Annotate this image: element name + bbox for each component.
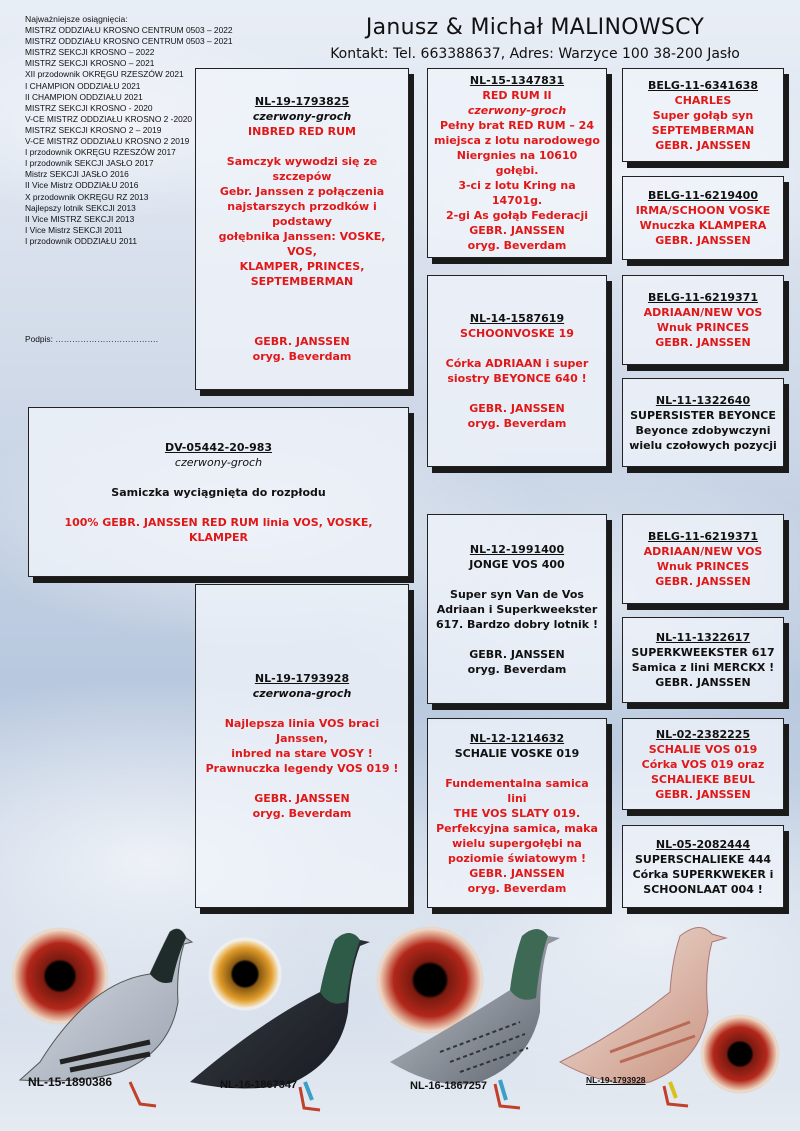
breeder-label: GEBR. JANSSEN <box>655 676 751 689</box>
origin-label: oryg. Beverdam <box>467 881 567 895</box>
origin-label: oryg. Beverdam <box>467 239 567 252</box>
description-line: Adriaan i Superkweekster <box>436 602 598 616</box>
origin-label: oryg. Beverdam <box>467 417 567 430</box>
breeder-label: GEBR. JANSSEN <box>655 787 751 801</box>
breeder-label: GEBR. JANSSEN <box>469 647 565 661</box>
ring-number: NL-19-1793928 <box>254 672 350 685</box>
achievement-item: Mistrz SEKCJI JASŁO 2016 <box>25 169 129 180</box>
breeder-label: GEBR. JANSSEN <box>655 575 751 588</box>
breeder-label: GEBR. JANSSEN <box>254 335 350 348</box>
ring-number: BELG-11-6219371 <box>648 530 758 543</box>
description-line: SEPTEMBERMAN <box>651 123 755 137</box>
color-label: czerwony-groch <box>467 104 567 117</box>
description-line: Gebr. Janssen z połączenia <box>219 185 385 198</box>
achievements-title: Najważniejsze osiągnięcia: <box>25 14 128 24</box>
pedigree-card-dam-sire <box>427 514 607 704</box>
description-line: wielu supergołębi na <box>452 836 582 850</box>
achievement-item: I CHAMPION ODDZIAŁU 2021 <box>25 80 141 91</box>
photo-label: NL-19-1793928 <box>586 1075 646 1085</box>
pedigree-card-sire-dam <box>427 275 607 467</box>
bird-name: IRMA/SCHOON VOSKE <box>635 204 771 217</box>
description-line: SCHALIEKE BEUL <box>650 772 756 786</box>
achievement-item: MISTRZ SEKCJI KROSNO 2 – 2019 <box>25 124 162 135</box>
description-line: SEPTEMBERMAN <box>250 275 354 288</box>
description-line: 100% GEBR. JANSSEN RED RUM linia VOS, VOSKE, KLAMPER <box>64 515 373 544</box>
origin-label: oryg. Beverdam <box>252 350 352 363</box>
description-line: SCHOONLAAT 004 ! <box>643 882 763 896</box>
description-line: Wnuczka KLAMPERA <box>639 219 767 232</box>
description-line: Samiczka wyciągnięta do rozpłodu <box>111 485 326 499</box>
origin-label: oryg. Beverdam <box>467 662 567 676</box>
description-line: Samczyk wywodzi się ze szczepów <box>226 155 378 183</box>
description-line: wielu czołowych pozycji <box>629 438 777 452</box>
description-line: siostry BEYONCE 640 ! <box>447 372 587 385</box>
description-line: Prawnuczka legendy VOS 019 ! <box>205 762 399 775</box>
achievement-item: MISTRZ ODDZIAŁU KROSNO CENTRUM 0503 – 2022 <box>25 25 233 36</box>
breeder-label: GEBR. JANSSEN <box>655 336 751 349</box>
pedigree-card-sire-dam-dam <box>622 378 784 467</box>
description-line: Pełny brat RED RUM – 24 <box>439 119 594 132</box>
description-line: 3-ci z lotu Kring na 14701g. <box>458 179 576 207</box>
pigeons-illustration <box>0 912 800 1131</box>
achievement-item: MISTRZ SEKCJI KROSNO – 2022 <box>25 47 155 58</box>
description-line: Beyonce zdobywczyni <box>635 423 771 437</box>
description-line: Córka VOS 019 oraz <box>641 757 765 771</box>
bird-name: RED RUM II <box>482 89 552 102</box>
description-line: Samica z lini MERCKX ! <box>631 661 775 674</box>
color-label: czerwona-groch <box>252 687 352 700</box>
contact-info: Kontakt: Tel. 663388637, Adres: Warzyce 100 38-200 Jasło <box>330 46 740 62</box>
bird-name: JONGE VOS 400 <box>469 557 565 571</box>
achievement-item: Najlepszy lotnik SEKCJI 2013 <box>25 202 136 213</box>
ring-number: NL-19-1793825 <box>254 95 350 108</box>
ring-number: BELG-11-6219371 <box>648 291 758 304</box>
achievement-item: XII przodownik OKRĘGU RZESZÓW 2021 <box>25 69 184 80</box>
ring-number: DV-05442-20-983 <box>164 440 273 454</box>
pedigree-card-dam <box>195 584 409 908</box>
description-line: KLAMPER, PRINCES, <box>239 260 365 273</box>
description-line: 2-gi As gołąb Federacji <box>446 209 588 222</box>
description-line: Super gołąb syn <box>652 108 754 122</box>
bird-name: SCHOONVOSKE 19 <box>460 327 574 340</box>
ring-number: BELG-11-6219400 <box>648 189 758 202</box>
description-line: poziomie światowym ! <box>447 851 587 865</box>
pedigree-card-sire-sire <box>427 68 607 258</box>
description-line: Wnuk PRINCES <box>656 560 750 573</box>
bird-name: ADRIAAN/NEW VOS <box>643 306 763 319</box>
bird-name: SUPERSCHALIEKE 444 <box>634 852 772 866</box>
achievement-item: II CHAMPION ODDZIAŁU 2021 <box>25 91 143 102</box>
description-line: THE VOS SLATY 019. <box>453 806 581 820</box>
bird-name: SCHALIE VOSKE 019 <box>454 746 580 760</box>
ring-number: NL-11-1322617 <box>655 631 751 644</box>
description-line: Perfekcyjna samica, maka <box>436 821 598 835</box>
pedigree-card-dam-sire-sire <box>622 514 784 604</box>
achievement-item: I Vice Mistrz SEKCJI 2011 <box>25 224 123 235</box>
breeder-label: GEBR. JANSSEN <box>655 138 751 152</box>
achievement-item: II Vice MISTRZ SEKCJI 2013 <box>25 213 135 224</box>
pedigree-card-sire <box>195 68 409 390</box>
achievement-item: I przodownik ODDZIAŁU 2011 <box>25 235 138 246</box>
photo-label: NL-16-1867257 <box>410 1080 488 1092</box>
description-line: gołębnika Janssen: VOSKE, VOS, <box>218 230 386 258</box>
achievement-item: MISTRZ ODDZIAŁU KROSNO CENTRUM 0503 – 2021 <box>25 36 233 47</box>
ring-number: NL-14-1587619 <box>469 312 565 325</box>
owner-name: Janusz & Michał MALINOWSCY <box>365 15 705 40</box>
description-line: Córka SUPERKWEKER i <box>632 867 774 881</box>
description-line: Córka ADRIAAN i super <box>445 357 589 370</box>
description-line: Super syn Van de Vos <box>450 587 584 601</box>
pedigree-card-sire-sire-sire <box>622 68 784 162</box>
pedigree-card-dam-dam-sire <box>622 718 784 810</box>
description-line: Fundementalna samica lini <box>445 776 589 805</box>
description-line: najstarszych przodków i podstawy <box>227 200 377 228</box>
achievement-item: MISTRZ SEKCJI KROSNO - 2020 <box>25 102 153 113</box>
pedigree-card-dam-dam <box>427 718 607 908</box>
bird-name: CHARLES <box>674 93 732 107</box>
pedigree-card-sire-sire-dam <box>622 176 784 260</box>
signature-line: Podpis: ………………………………. <box>25 334 159 344</box>
breeder-label: GEBR. JANSSEN <box>469 402 565 415</box>
bird-name: SUPERKWEEKSTER 617 <box>631 646 775 659</box>
achievement-item: I przodownik SEKCJI JASŁO 2017 <box>25 158 154 169</box>
ring-number: NL-11-1322640 <box>655 393 751 407</box>
pedigree-card-dam-dam-dam <box>622 825 784 908</box>
ring-number: NL-05-2082444 <box>655 837 751 851</box>
pedigree-card-dam-sire-dam <box>622 617 784 703</box>
achievement-item: I przodownik OKRĘGU RZESZÓW 2017 <box>25 147 176 158</box>
achievement-item: MISTRZ SEKCJI KROSNO – 2021 <box>25 58 155 69</box>
pedigree-card-sire-dam-sire <box>622 275 784 365</box>
ring-number: NL-12-1991400 <box>469 542 565 556</box>
bird-name: INBRED RED RUM <box>248 125 356 138</box>
description-line: Wnuk PRINCES <box>656 321 750 334</box>
ring-number: NL-15-1347831 <box>469 74 565 87</box>
color-label: czerwony-groch <box>252 110 352 123</box>
photos-strip <box>0 912 800 1131</box>
ring-number: NL-12-1214632 <box>469 731 565 745</box>
bird-name: SUPERSISTER BEYONCE <box>630 408 776 422</box>
breeder-label: GEBR. JANSSEN <box>469 224 565 237</box>
origin-label: oryg. Beverdam <box>252 807 352 820</box>
description-line: 617. Bardzo dobry lotnik ! <box>436 617 598 631</box>
achievement-item: V-CE MISTRZ ODDZIAŁU KROSNO 2 2019 <box>25 136 190 147</box>
page-header <box>300 14 770 64</box>
bird-name: SCHALIE VOS 019 <box>648 742 758 756</box>
ring-number: NL-02-2382225 <box>655 727 751 741</box>
achievement-item: V-CE MISTRZ ODDZIAŁU KROSNO 2 -2020 <box>25 113 193 124</box>
description-line: inbred na stare VOSY ! <box>231 747 373 760</box>
description-line: Niergnies na 10610 gołębi. <box>456 149 578 177</box>
bird-name: ADRIAAN/NEW VOS <box>643 545 763 558</box>
achievement-item: II Vice Mistrz ODDZIAŁU 2016 <box>25 180 139 191</box>
breeder-label: GEBR. JANSSEN <box>469 866 565 880</box>
description-line: Najlepsza linia VOS braci Janssen, <box>224 717 380 745</box>
description-line: miejsca z lotu narodowego <box>434 134 600 147</box>
photo-label: NL-16-1867347 <box>220 1079 298 1091</box>
breeder-label: GEBR. JANSSEN <box>655 234 751 247</box>
pedigree-card-main <box>28 407 409 577</box>
photo-label: NL-15-1890386 <box>28 1075 113 1089</box>
ring-number: BELG-11-6341638 <box>648 78 758 92</box>
color-label: czerwony-groch <box>174 455 263 469</box>
breeder-label: GEBR. JANSSEN <box>254 792 350 805</box>
achievement-item: X przodownik OKRĘGU RZ 2013 <box>25 191 149 202</box>
